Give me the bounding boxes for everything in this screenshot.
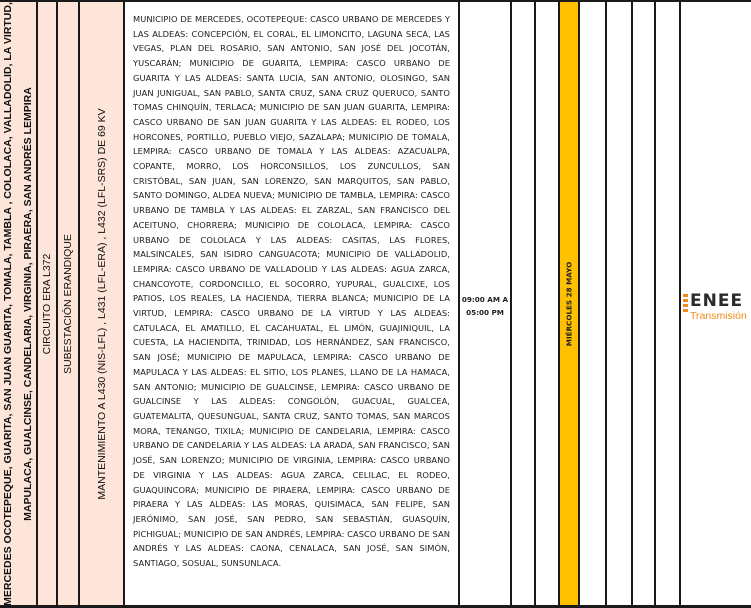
empty-cell-2 bbox=[536, 2, 560, 605]
enee-logo-icon bbox=[683, 294, 688, 316]
maintenance-cell bbox=[80, 2, 125, 605]
empty-cell-3 bbox=[580, 2, 607, 605]
time-cell bbox=[460, 2, 512, 605]
logo-name: ENEE bbox=[690, 291, 744, 311]
substation-label: SUBESTACIÓN ERANDIQUE bbox=[62, 233, 74, 374]
circuit-cell bbox=[38, 2, 58, 605]
empty-cell-4 bbox=[607, 2, 633, 605]
time-start: 09:00 AM A bbox=[461, 295, 509, 304]
time-end: 05:00 PM bbox=[466, 307, 504, 317]
day-cell bbox=[560, 2, 580, 605]
zones-cell bbox=[0, 2, 38, 605]
circuit-label: CIRCUITO ERA L372 bbox=[41, 253, 53, 354]
zones-text bbox=[0, 2, 38, 605]
maintenance-label: MANTENIMIENTO A L430 (NIS-LFL) , L431 (LFL-ERA) , L432 (LFL-SRS) DE 69 KV bbox=[95, 107, 108, 500]
affected-areas-cell bbox=[125, 2, 460, 605]
enee-logo bbox=[683, 293, 751, 323]
logo-subtitle: Transmisión bbox=[690, 310, 747, 322]
empty-cell-1 bbox=[512, 2, 536, 605]
affected-areas-text: MUNICIPIO DE MERCEDES, OCOTEPEQUE: CASCO URBANO DE MERCEDES Y LAS ALDEAS: CONCEPCIÓN, EL CORAL, EL LIMONCITO, LAGUNA SECA, LAS VEGAS, PLAN DEL ROSARIO, SAN ANTONIO, SAN JOSÉ DEL JOCOTÁN, YUSCARÁN; MUNICIPIO DE GUARITA, LEMPIRA: CASCO URBANO DE GUARITA Y LAS ALDEAS: SANTA LUCIA, SAN ANTONIO, OLOSINGO, SAN JUAN JUNIGUAL, SAN PABLO, SANTA CRUZ, SANA CRUZ QUERUCO, SANTO TOMAS CHINQUÍN, TERLACA; MUNICIPIO DE SAN JUAN GUARITA, LEMPIRA: CASCO URBANO DE SAN JUAN GUARITA Y LAS ALDEAS: EL RODEO, LOS HORCONES, PORTILLO, PUEBLO VIEJO, SAZALAPA; MUNICIPIO DE TOMALA, LEMPIRA: CASCO URBANO DE TOMALA Y LAS ALDEAS: AZACUALPA, COPANTE, MORRO, LOS HORCONSILLOS, LOS ZUNCULLOS, SAN CRISTÓBAL, SAN JUAN, SAN LORENZO, SAN MARQUITOS, SAN PABLO, SANTO DOMINGO, ALDEA NUEVA; MUNICIPIO DE TAMBLA, LEMPIRA: CASCO URBANO DE TAMBLA Y LAS ALDEAS: EL ZARZAL, SAN FRANCISCO DEL ACEITUNO, CHORRERA; MUNICIPIO DE COLOLACA, LEMPIRA: CASCO URBANO DE COLOLACA Y LAS ALDEAS: CASITAS, LAS FLORES, MALSINCALES, SAN ISIDRO CANGUACOTA; MUNICIPIO DE VALLADOLID, LEMPIRA: CASCO URBANO DE VALLADOLID Y LAS ALDEAS: AGUA ZARCA, CHANCOYOTE, CORDONCILLO, EL SOCORRO, YUPURAL, GUALCIXE, LOS PATIOS, LOS REALES, LA HACIENDA, TIERRA BLANCA; MUNICIPIO DE LA VIRTUD, LEMPIRA: CASCO URBANO DE LA VIRTUD Y LAS ALDEAS: CATULACA, EL AMATILLO, EL CACAHUATAL, EL LIMÓN, GUAJINIQUIL, LA CUESTA, LA HACIENDITA, TRINIDAD, LOS HERNÁNDEZ, SAN FRANCISCO, SAN JOSÉ; MUNICIPIO DE MAPULACA, LEMPIRA: CASCO URBANO DE MAPULACA Y LAS ALDEAS: EL SITIO, LOS PLANES, LLANO DE LA HAMACA, SAN ANTONIO; MUNICIPIO DE GUALCINSE, LEMPIRA: CASCO URBANO DE GUALCINSE Y LAS ALDEAS: CONGOLÓN, GUACUAL, GUALCEA, GUATEMALITA, QUESUNGUAL, SANTA CRUZ, SANTO TOMAS, SAN MARCOS MORA, TENANGO, TIXILA; MUNICIPIO DE CANDELARIA, LEMPIRA: CASCO URBANO DE CANDELARIA Y LAS ALDEAS: LA ARADA, SAN FRANCISCO, SAN JOSÉ, SAN LORENZO; MUNICIPIO DE VIRGINIA, LEMPIRA: CASCO URBANO DE VIRGINIA Y LAS ALDEAS: AGUA ZARCA, CELILAC, EL RODEO, GUAQUINCORA; MUNICIPIO DE PIRAERA, LEMPIRA: CASCO URBANO DE PIRAERA Y LAS ALDEAS: LAS MORAS, QUISIMACA, SAN FELIPE, SAN JERÓNIMO, SAN JOSÉ, SAN PEDRO, SAN SEBASTIÁN, GUASQUÍN, PICHIGUAL; MUNICIPIO DE SAN ANDRÉS, LEMPIRA: CASCO URBANO DE SAN ANDRÉS Y LAS ALDEAS: CAONA, CENALACA, SAN JOSÉ, SAN SIMÓN, SANTIAGO, SOSUAL, SUNSUNLACA. bbox=[133, 14, 450, 569]
zones-line-2: MAPULACA, GUALCINSE, CANDELARIA, VIRGINIA, PIRAERA, SAN ANDRÉS LEMPIRA bbox=[22, 86, 34, 521]
logo-cell bbox=[681, 2, 751, 605]
substation-cell bbox=[58, 2, 80, 605]
empty-cell-6 bbox=[656, 2, 681, 605]
empty-cell-5 bbox=[633, 2, 656, 605]
day-label: MIÉRCOLES 28 MAYO bbox=[564, 261, 574, 346]
zones-line-1: MERCEDES OCOTEPEQUE, GUARITA, SAN JUAN GUARITA, TOMALA, TAMBLA , COLOLACA, VALLADOLID, LA VIRTUD, bbox=[2, 2, 14, 605]
time-range bbox=[460, 294, 510, 319]
